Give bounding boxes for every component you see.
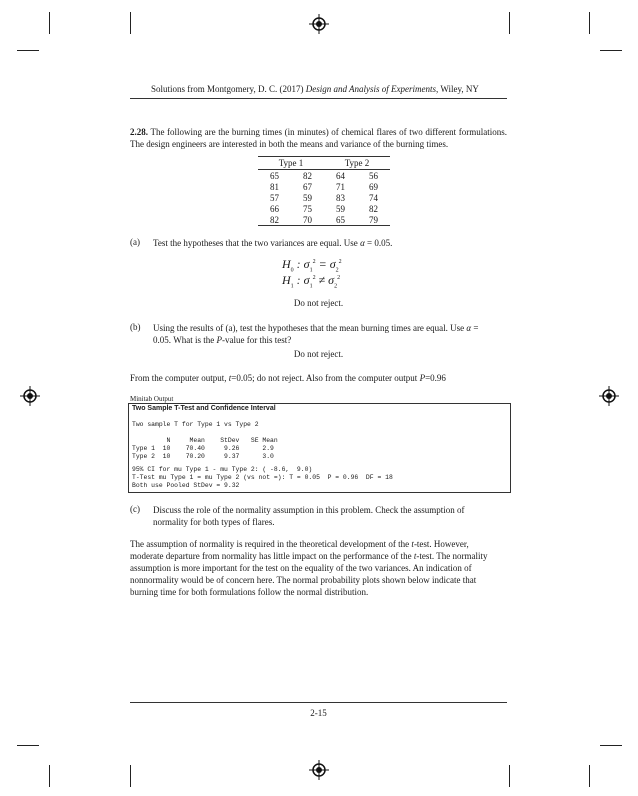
minitab-title: Two Sample T-Test and Confidence Interval: [132, 405, 276, 412]
table-cell: 75: [303, 203, 312, 214]
table-cell: 67: [303, 181, 312, 192]
running-header: [130, 84, 500, 94]
not-equals-sigma: ≠ σ: [315, 273, 335, 287]
page-number: 2-15: [310, 708, 327, 718]
table-cell: 82: [369, 203, 378, 214]
equals-sigma: = σ: [315, 257, 336, 271]
table-cell: 59: [303, 192, 312, 203]
part-a-conclusion: Do not reject.: [293, 298, 344, 308]
header-suffix: , Wiley, NY: [436, 84, 479, 94]
minitab-line: Both use Pooled StDev = 9.32: [132, 482, 240, 489]
table-row: [258, 170, 390, 182]
h0-subscript: 0: [290, 267, 294, 274]
problem-text: The following are the burning times (in minutes) of chemical flares of two different formulations. The design engineers are interested in both the means and variance of the burning times.: [130, 127, 507, 149]
table-cell: 81: [270, 181, 279, 192]
table-cell: 65: [324, 214, 357, 226]
discussion-text: -test. The normality: [416, 551, 488, 561]
table-cell: 82: [258, 214, 291, 226]
crop-mark: [600, 745, 622, 746]
part-a-text-after: = 0.05.: [364, 238, 393, 248]
part-b-text: [153, 322, 507, 346]
discussion-text: The assumption of normality is required in the theoretical development of the: [130, 539, 412, 549]
summary-middle: =0.05; do not reject. Also from the computer output: [231, 373, 420, 383]
part-c-line1: Discuss the role of the normality assumption in this problem. Check the assumption of: [153, 505, 465, 515]
computer-output-summary: [130, 372, 507, 384]
crop-mark: [49, 12, 50, 34]
sigma-sub-2: 2: [334, 283, 338, 290]
sigma-sup-2: 2: [338, 259, 342, 265]
header-book-title: Design and Analysis of Experiments: [305, 84, 437, 94]
crop-mark: [509, 12, 510, 34]
part-b-label: (b): [130, 322, 141, 332]
table-row: [258, 192, 390, 203]
crop-mark: [17, 50, 39, 51]
sigma-sub-2: 2: [335, 267, 339, 274]
part-a-text-before: Test the hypotheses that the two variances are equal. Use: [153, 238, 361, 248]
sigma-sup-2: 2: [312, 259, 316, 265]
part-b-line2-before: 0.05. What is the: [153, 335, 217, 345]
table-row: [258, 214, 390, 226]
h0-sigma: : σ: [293, 257, 310, 271]
table-header-type1: Type 1: [258, 157, 324, 170]
table-cell: 66: [270, 203, 279, 214]
discussion-text: nonnormality would be of concern here. The normal probability plots shown below indicate that: [130, 575, 477, 585]
crop-mark: [509, 765, 510, 787]
minitab-output-box: [128, 403, 511, 493]
registration-mark-icon: [309, 760, 329, 780]
registration-mark-icon: [20, 386, 40, 406]
normality-discussion: [130, 538, 507, 598]
crop-mark: [130, 12, 131, 34]
sigma-sup-2: 2: [312, 275, 316, 281]
crop-mark: [589, 765, 590, 787]
alpha-symbol: α: [360, 238, 365, 248]
footer-rule: [130, 702, 507, 703]
discussion-text: moderate departure from normality has little impact on the performance of the: [130, 551, 414, 561]
table-cell: 83: [336, 192, 345, 203]
registration-mark-icon: [309, 14, 329, 34]
h-symbol: H: [282, 273, 291, 287]
part-b-line2-after: -value for this test?: [222, 335, 292, 345]
crop-mark: [49, 765, 50, 787]
minitab-line: Two sample T for Type 1 vs Type 2: [132, 421, 259, 428]
header-rule: [130, 98, 507, 99]
p-symbol: P: [419, 373, 426, 383]
alpha-symbol: α: [466, 323, 472, 333]
table-cell: 71: [336, 181, 345, 192]
h1-subscript: 1: [290, 283, 294, 290]
minitab-line: T-Test mu Type 1 = mu Type 2 (vs not =): T = 0.05 P = 0.96 DF = 18: [132, 474, 393, 481]
table-cell: 59: [336, 203, 345, 214]
part-b-line1-after: =: [471, 323, 479, 333]
crop-mark: [17, 745, 39, 746]
problem-statement: [130, 126, 507, 150]
part-a-text: [153, 237, 507, 249]
problem-number: 2.28.: [130, 127, 148, 137]
minitab-line: Type 2 10 70.20 9.37 3.0: [132, 453, 274, 460]
summary-after: =0.96: [425, 373, 446, 383]
table-cell: 57: [270, 192, 279, 203]
minitab-line: Type 1 10 70.40 9.26 2.9: [132, 445, 274, 452]
crop-mark: [589, 12, 590, 34]
minitab-line: N Mean StDev SE Mean: [132, 437, 278, 444]
t-symbol: t: [413, 551, 417, 561]
table-row: [258, 203, 390, 214]
table-cell: 69: [369, 181, 378, 192]
summary-before: From the computer output,: [130, 373, 229, 383]
part-c-line2: normality for both types of flares.: [153, 517, 275, 527]
table-cell: 70: [291, 214, 324, 226]
minitab-label: Minitab Output: [130, 395, 174, 403]
table-cell: 82: [303, 170, 312, 181]
h1-sigma: : σ: [293, 273, 310, 287]
crop-mark: [130, 765, 131, 787]
discussion-text: burning time for both formulations follow the normal distribution.: [130, 587, 369, 597]
sigma-sub-1: 1: [309, 283, 313, 290]
t-symbol: t: [411, 539, 414, 549]
table-cell: 74: [369, 192, 378, 203]
null-hypothesis: [282, 257, 342, 273]
discussion-text: -test. However,: [413, 539, 469, 549]
part-c-text: [153, 504, 507, 528]
discussion-text: assumption is more important for the test on the equality of the two variances. An indication of: [130, 563, 472, 573]
burning-times-table: [258, 156, 390, 226]
header-prefix: Solutions from Montgomery, D. C. (2017): [151, 84, 306, 94]
part-b-conclusion: Do not reject.: [293, 349, 344, 359]
p-symbol: P: [216, 335, 222, 345]
table-cell: 64: [336, 170, 345, 181]
table-row: [258, 181, 390, 192]
table-cell: 56: [369, 170, 378, 181]
h-symbol: H: [282, 257, 291, 271]
crop-mark: [600, 50, 622, 51]
sigma-sub-1: 1: [309, 267, 313, 274]
alternative-hypothesis: [282, 273, 340, 289]
part-b-line1-before: Using the results of (a), test the hypotheses that the mean burning times are equal. Use: [153, 323, 467, 333]
t-symbol: t: [228, 373, 232, 383]
sigma-sup-2: 2: [337, 275, 341, 281]
table-cell: 79: [357, 214, 390, 226]
table-cell: 65: [270, 170, 279, 181]
minitab-line: 95% CI for mu Type 1 - mu Type 2: ( -8.6, 9.0): [132, 466, 313, 473]
registration-mark-icon: [599, 386, 619, 406]
part-a-label: (a): [130, 237, 140, 247]
part-c-label: (c): [130, 504, 140, 514]
table-header-row: [258, 157, 390, 170]
table-header-type2: Type 2: [324, 157, 390, 170]
